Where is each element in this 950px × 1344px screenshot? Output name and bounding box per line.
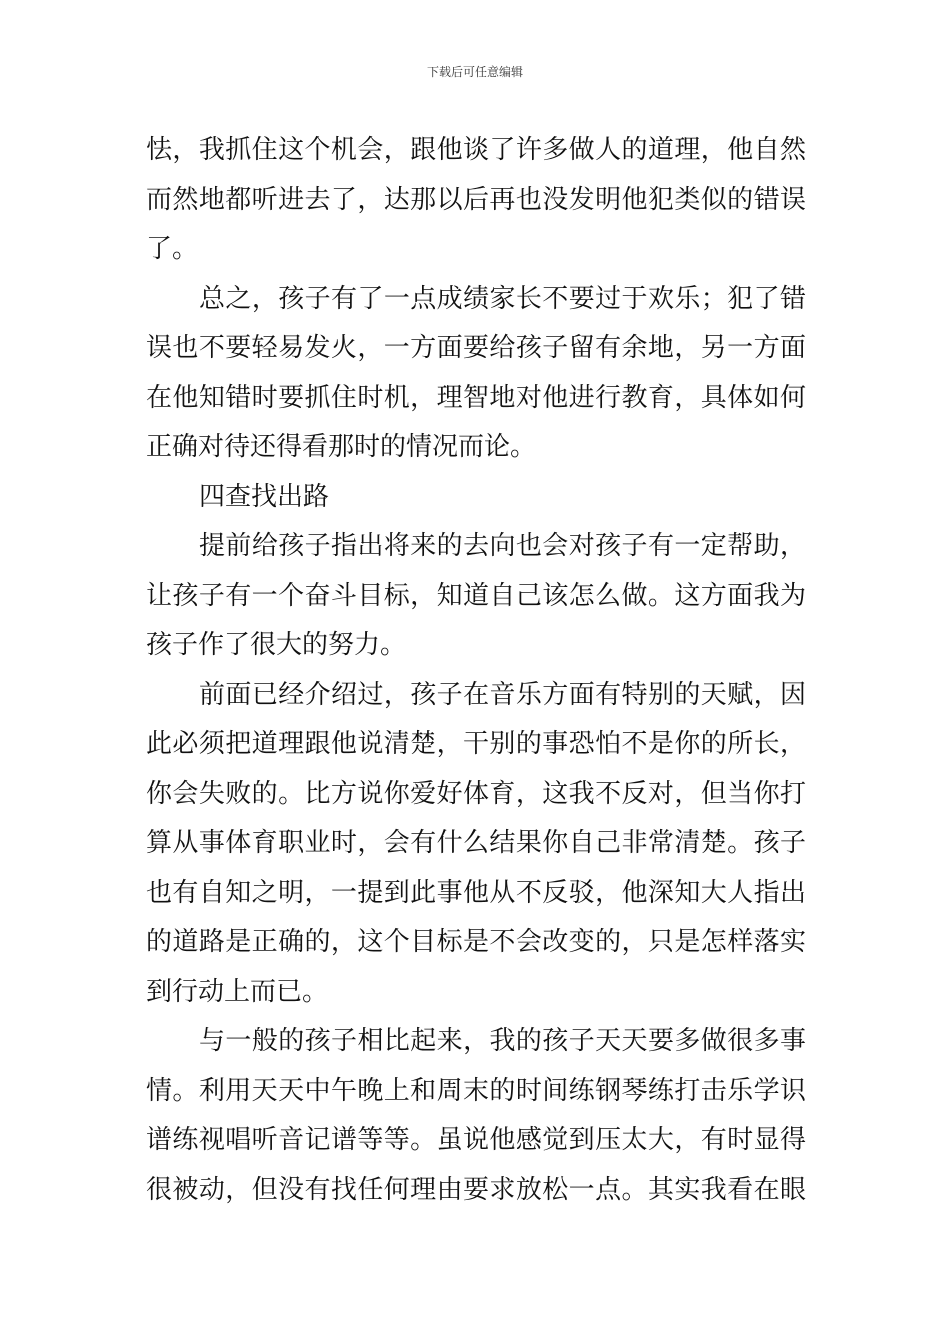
text-line: 了。 [146, 234, 199, 264]
paragraph [146, 1017, 806, 1215]
paragraph [146, 671, 806, 1018]
text-line: 也有自知之明，一提到此事他从不反驳，他深知大人指出 [146, 877, 806, 908]
paragraph [146, 522, 806, 671]
paragraph [146, 275, 806, 473]
text-line: 你会失败的。比方说你爱好体育，这我不反对，但当你打 [146, 778, 806, 809]
text-line: 在他知错时要抓住时机，理智地对他进行教育，具体如何 [146, 382, 806, 413]
text-line: 怯，我抓住这个机会，跟他谈了许多做人的道理，他自然 [146, 135, 806, 165]
text-line: 算从事体育职业时，会有什么结果你自己非常清楚。孩子 [146, 828, 806, 858]
paragraph [146, 126, 806, 275]
text-line: 孩子作了很大的努力。 [146, 630, 407, 660]
section-heading [146, 473, 806, 523]
text-line: 前面已经介绍过，孩子在音乐方面有特别的天赋，因 [199, 679, 806, 710]
text-line: 而然地都听进去了，达那以后再也没发明他犯类似的错误 [146, 184, 806, 215]
text-line: 四查找出路 [199, 481, 330, 512]
text-line: 此必须把道理跟他说清楚，干别的事恐怕不是你的所长， [146, 729, 806, 759]
text-line: 误也不要轻易发火，一方面要给孩子留有余地，另一方面 [146, 333, 806, 363]
text-line: 谱练视唱听音记谱等等。虽说他感觉到压太大，有时显得 [146, 1125, 806, 1155]
text-line: 与一般的孩子相比起来，我的孩子天天要多做很多事 [199, 1026, 806, 1056]
text-line: 总之，孩子有了一点成绩家长不要过于欢乐；犯了错 [199, 283, 806, 314]
text-line: 情。利用天天中午晚上和周末的时间练钢琴练打击乐学识 [146, 1075, 806, 1106]
text-line: 很被动，但没有找任何理由要求放松一点。其实我看在眼 [146, 1174, 806, 1205]
text-line: 提前给孩子指出将来的去向也会对孩子有一定帮助， [199, 531, 806, 561]
text-line: 正确对待还得看那时的情况而论。 [146, 432, 537, 462]
text-line: 到行动上而已。 [146, 976, 329, 1007]
document-body [146, 126, 806, 1215]
text-line: 让孩子有一个奋斗目标，知道自己该怎么做。这方面我为 [146, 580, 806, 611]
text-line: 的道路是正确的，这个目标是不会改变的，只是怎样落实 [146, 927, 806, 957]
page-header: 下载后可任意编辑 [426, 65, 523, 79]
